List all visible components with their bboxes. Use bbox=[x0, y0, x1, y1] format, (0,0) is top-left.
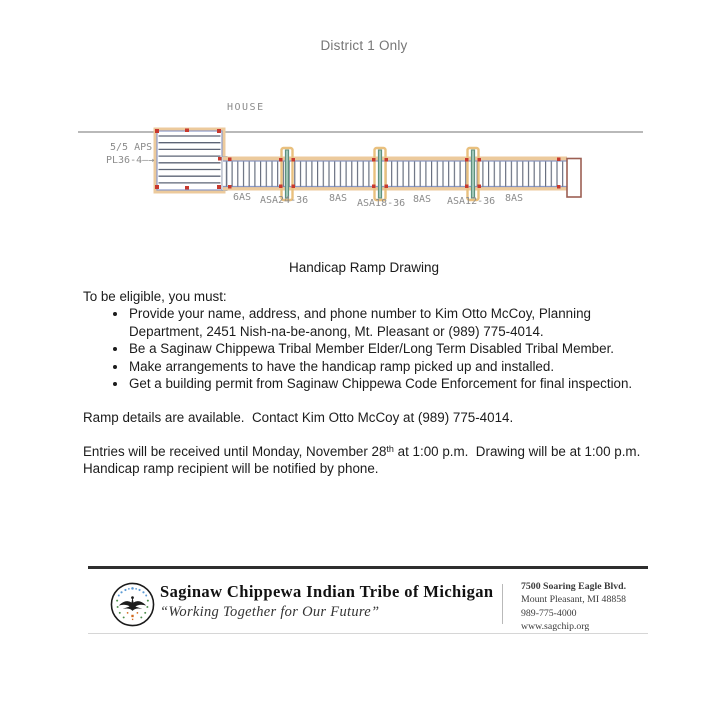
platform bbox=[155, 129, 224, 193]
footer-bottom-rule bbox=[88, 633, 648, 634]
body-text bbox=[83, 288, 663, 478]
ramp-segment-label: ASA24-36 bbox=[260, 195, 309, 206]
ramp-run bbox=[223, 158, 567, 189]
ramp-end-plate bbox=[567, 159, 581, 198]
eligibility-item: • Get a building permit from Saginaw Chippewa Code Enforcement for final inspection. bbox=[128, 375, 663, 392]
ramp-segment-label: ASA12-36 bbox=[447, 196, 496, 207]
entries-line2: Handicap ramp recipient will be notified by phone. bbox=[83, 461, 379, 477]
address-street: 7500 Soaring Eagle Blvd. bbox=[521, 581, 627, 592]
eligibility-intro: To be eligible, you must: bbox=[83, 289, 227, 304]
footer-divider bbox=[502, 584, 503, 624]
ordinal-suffix: th bbox=[386, 443, 394, 454]
tribe-seal-icon bbox=[109, 581, 156, 628]
house-label: HOUSE bbox=[227, 102, 265, 113]
ramp-segment-label: 8AS bbox=[505, 193, 524, 204]
ramp-details-paragraph: Ramp details are available. Contact Kim Otto McCoy at (989) 775-4014. bbox=[83, 410, 514, 426]
address-city: Mount Pleasant, MI 48858 bbox=[521, 594, 627, 606]
eligibility-list bbox=[83, 305, 663, 392]
drawing-caption: Handicap Ramp Drawing bbox=[288, 260, 440, 275]
entries-text: at 1:00 p.m. Drawing will be at 1:00 p.m. bbox=[393, 443, 641, 459]
platform-label-line1: 5/5 APS bbox=[110, 142, 153, 153]
address-block bbox=[521, 580, 626, 633]
ramp-segment-label: ASA18-36 bbox=[357, 198, 406, 209]
org-tagline: “Working Together for Our Future” bbox=[160, 604, 380, 620]
phone-number: 989-775-4000 bbox=[521, 607, 577, 619]
org-name: Saginaw Chippewa Indian Tribe of Michigan bbox=[160, 582, 494, 601]
entries-text: Entries will be received until Monday, November 28 bbox=[83, 443, 387, 459]
ramp-segment-label: 8AS bbox=[329, 193, 348, 204]
eligibility-item: • Make arrangements to have the handicap ramp picked up and installed. bbox=[128, 358, 663, 375]
page-title: District 1 Only bbox=[320, 38, 408, 53]
ramp-segment-label: 6AS bbox=[233, 192, 252, 203]
footer-top-rule bbox=[88, 566, 648, 569]
eligibility-item: • Provide your name, address, and phone number to Kim Otto McCoy, Planning Department, 2451 Nish-na-be-anong, Mt. Pleasant or (989) 775-4014. bbox=[128, 305, 663, 340]
entries-paragraph bbox=[83, 443, 663, 460]
website-url: www.sagchip.org bbox=[521, 620, 590, 632]
eligibility-item: • Be a Saginaw Chippewa Tribal Member Elder/Long Term Disabled Tribal Member. bbox=[128, 340, 663, 357]
platform-label-line2: PL36-4—→ bbox=[106, 155, 155, 166]
ramp-segment-label: 8AS bbox=[413, 194, 432, 205]
